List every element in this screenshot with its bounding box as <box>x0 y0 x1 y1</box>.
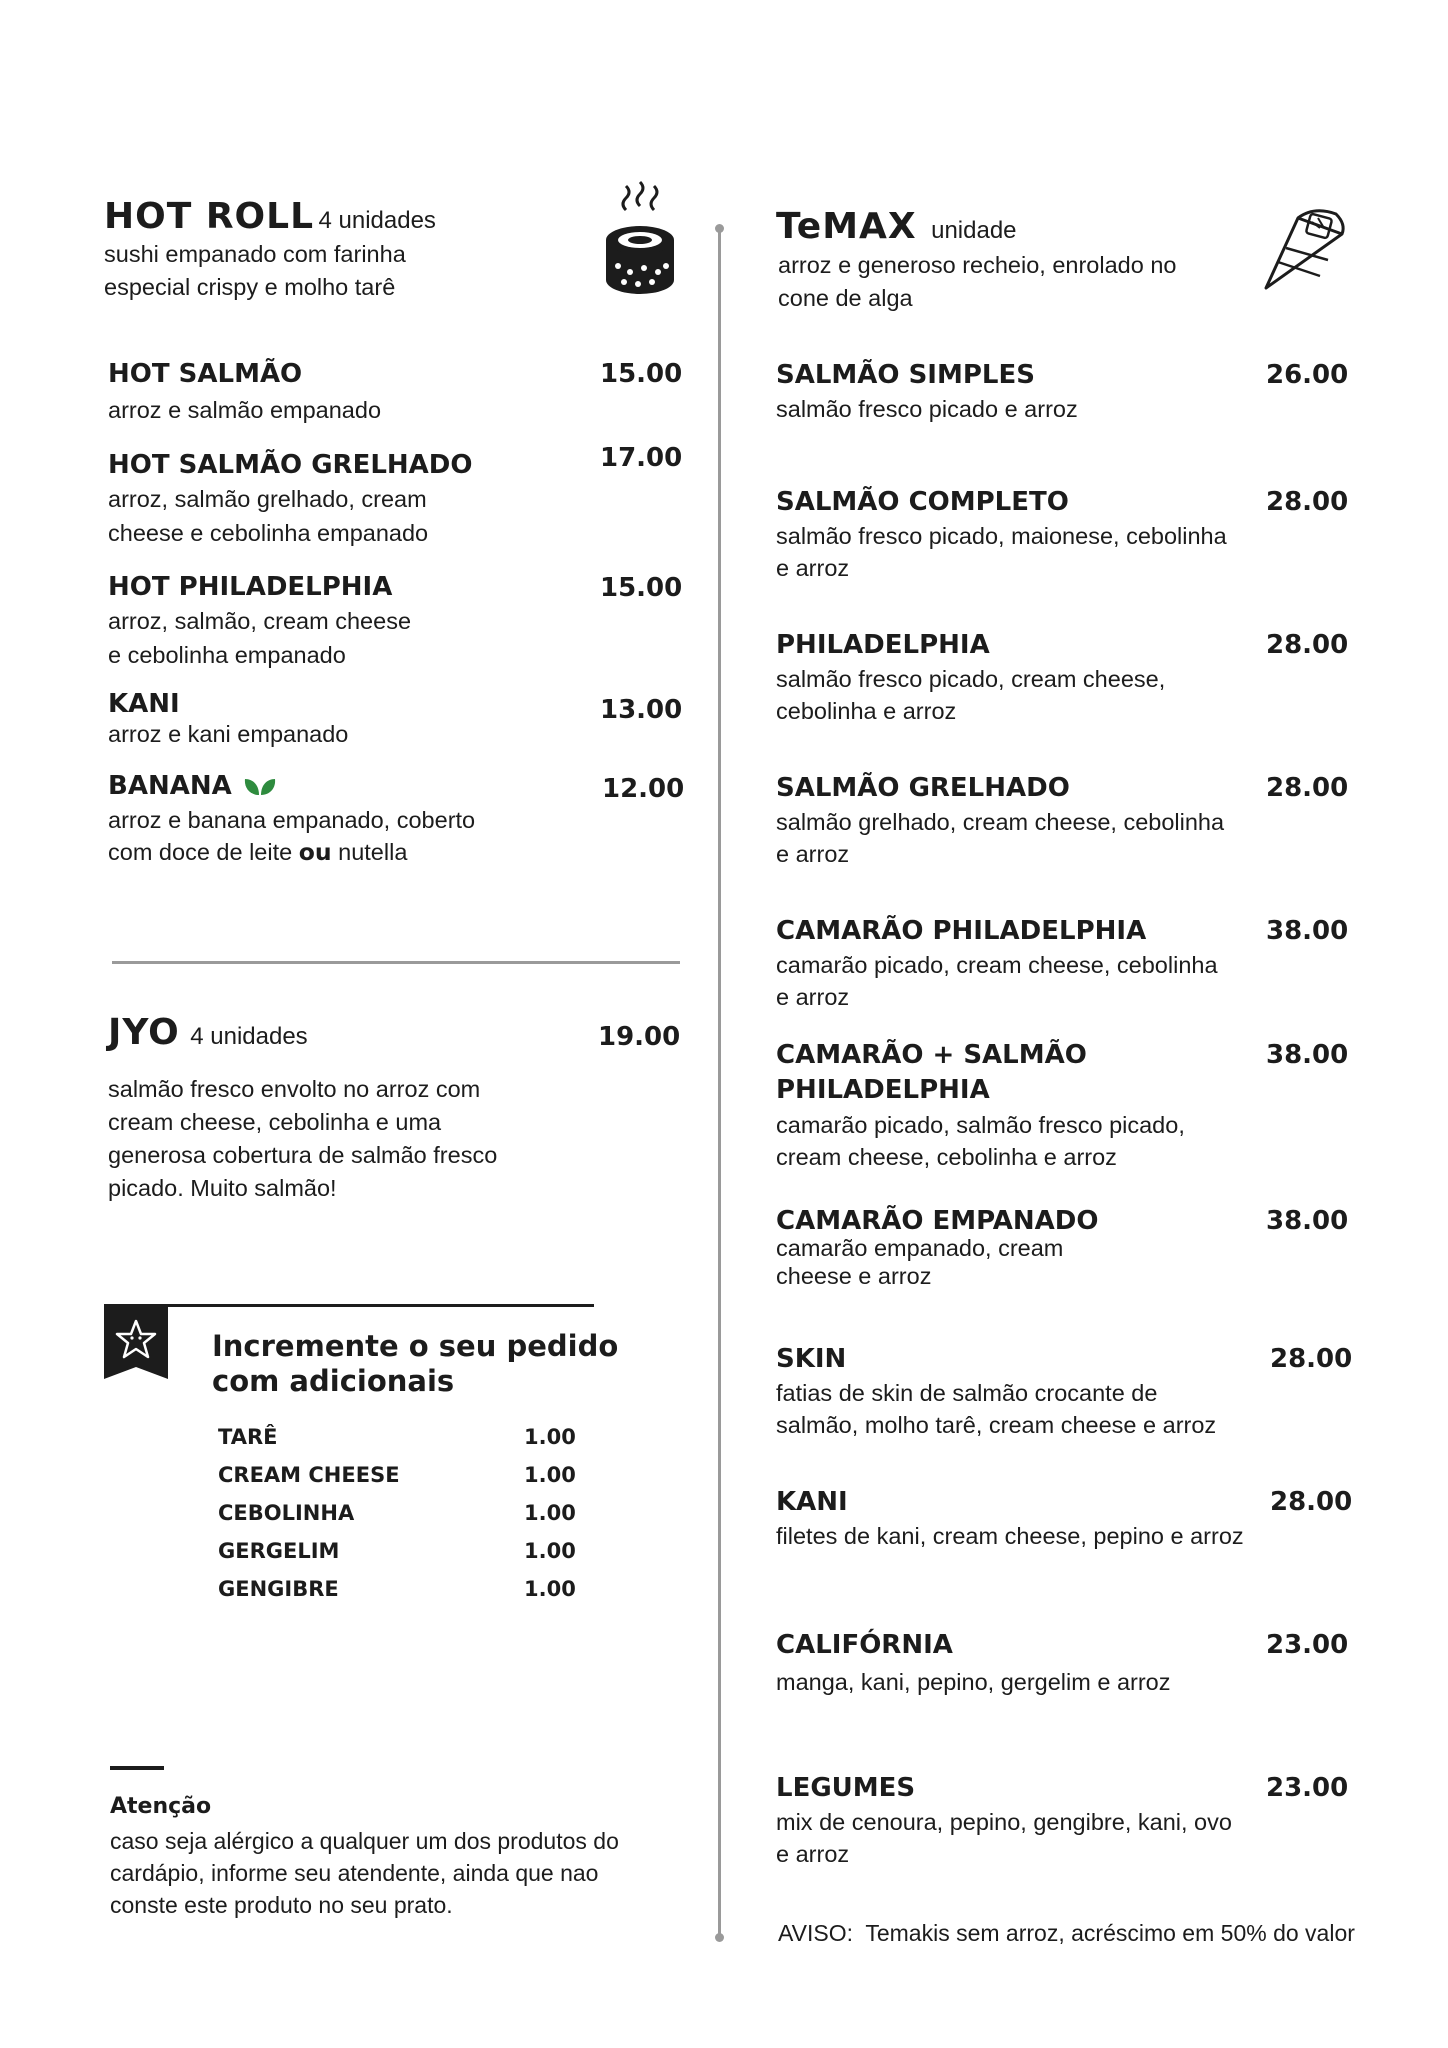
hot-item-2-desc-1: arroz, salmão, cream cheese <box>108 608 412 634</box>
hot-roll-desc-2: especial crispy e molho tarê <box>104 274 396 300</box>
leaf-icon <box>242 775 278 804</box>
jyo-desc-3: picado. Muito salmão! <box>108 1175 337 1201</box>
hot-roll-title: HOT ROLL <box>104 196 315 237</box>
star-icon <box>104 1307 168 1379</box>
adicional-1-price: 1.00 <box>524 1463 576 1487</box>
hot-item-4-desc-2 <box>108 836 407 869</box>
hot-item-0-desc: arroz e salmão empanado <box>108 397 382 423</box>
temax-item-3-desc-2: e arroz <box>776 841 850 867</box>
temax-item-6-price: 38.00 <box>1266 1206 1349 1236</box>
temax-item-6-desc-1: camarão empanado, cream <box>776 1235 1064 1261</box>
temax-item-4-name: CAMARÃO PHILADELPHIA <box>776 916 1147 946</box>
temax-item-7-desc-1: fatias de skin de salmão crocante de <box>776 1380 1158 1406</box>
hot-item-1-desc-2: cheese e cebolinha empanado <box>108 520 429 546</box>
temax-item-10-desc-1: mix de cenoura, pepino, gengibre, kani, ovo <box>776 1809 1232 1835</box>
separator-dot-bottom <box>715 1933 724 1942</box>
temax-item-5-name: CAMARÃO + SALMÃO <box>776 1040 1087 1070</box>
temax-item-4-price: 38.00 <box>1266 916 1349 946</box>
temax-item-4-desc-1: camarão picado, cream cheese, cebolinha <box>776 952 1218 978</box>
temax-item-1-price: 28.00 <box>1266 487 1349 517</box>
temax-item-9-name: CALIFÓRNIA <box>776 1630 953 1660</box>
hot-item-4-name-row <box>108 769 278 804</box>
hot-item-2-price: 15.00 <box>600 573 683 603</box>
hot-item-4-desc-2-post: nutella <box>331 839 408 865</box>
temax-item-8-price: 28.00 <box>1270 1487 1353 1517</box>
temax-item-0-name: SALMÃO SIMPLES <box>776 360 1035 390</box>
adicional-3-price: 1.00 <box>524 1539 576 1563</box>
temax-item-0-desc: salmão fresco picado e arroz <box>776 396 1078 422</box>
jyo-header <box>108 1012 308 1053</box>
jyo-desc-0: salmão fresco envolto no arroz com <box>108 1076 481 1102</box>
column-separator <box>718 228 721 1938</box>
hot-item-4-name: BANANA <box>108 771 232 801</box>
temax-title: TeMAX <box>776 206 917 247</box>
hot-item-3-name: KANI <box>108 689 180 719</box>
hot-item-4-desc-2-pre: com doce de leite <box>108 839 299 865</box>
adicionais-title-1: Incremente o seu pedido <box>212 1329 619 1363</box>
jyo-price: 19.00 <box>598 1022 681 1052</box>
temax-item-9-price: 23.00 <box>1266 1630 1349 1660</box>
temax-item-8-name: KANI <box>776 1487 848 1517</box>
adicional-2-price: 1.00 <box>524 1501 576 1525</box>
hot-item-4-desc-1: arroz e banana empanado, coberto <box>108 807 476 833</box>
sushi-roll-icon <box>600 180 680 300</box>
jyo-desc-1: cream cheese, cebolinha e uma <box>108 1109 442 1135</box>
temax-item-8-desc: filetes de kani, cream cheese, pepino e arroz <box>776 1523 1244 1549</box>
temax-item-5-desc-2: cream cheese, cebolinha e arroz <box>776 1144 1117 1170</box>
temax-item-9-desc: manga, kani, pepino, gergelim e arroz <box>776 1669 1171 1695</box>
temax-qty: unidade <box>931 217 1017 244</box>
hot-item-3-price: 13.00 <box>600 695 683 725</box>
temax-item-7-name: SKIN <box>776 1344 847 1374</box>
hot-item-1-name: HOT SALMÃO GRELHADO <box>108 450 473 480</box>
hot-roll-header <box>104 196 436 237</box>
adicional-0-price: 1.00 <box>524 1425 576 1449</box>
temax-item-2-name: PHILADELPHIA <box>776 630 990 660</box>
adicional-2-name: CEBOLINHA <box>218 1501 355 1525</box>
separator-dot-top <box>715 224 724 233</box>
hot-roll-desc-1: sushi empanado com farinha <box>104 241 406 267</box>
hot-item-1-price: 17.00 <box>600 443 683 473</box>
temax-desc-1: arroz e generoso recheio, enrolado no <box>778 252 1177 278</box>
jyo-title: JYO <box>108 1012 180 1053</box>
temax-item-7-desc-2: salmão, molho tarê, cream cheese e arroz <box>776 1412 1217 1438</box>
temaki-icon <box>1258 204 1350 296</box>
temax-item-5-name-2: PHILADELPHIA <box>776 1075 990 1105</box>
hot-item-0-price: 15.00 <box>600 359 683 389</box>
temax-item-0-price: 26.00 <box>1266 360 1349 390</box>
temax-header <box>776 206 1017 247</box>
atencao-line-2: conste este produto no seu prato. <box>110 1892 453 1918</box>
temax-item-5-price: 38.00 <box>1266 1040 1349 1070</box>
hot-item-4-desc-2-bold: ou <box>298 838 332 866</box>
atencao-rule <box>110 1766 164 1770</box>
temax-item-1-desc-1: salmão fresco picado, maionese, cebolinha <box>776 523 1227 549</box>
section-divider <box>112 961 680 964</box>
hot-item-4-price: 12.00 <box>602 774 685 804</box>
temax-item-6-desc-2: cheese e arroz <box>776 1263 932 1289</box>
temax-item-7-price: 28.00 <box>1270 1344 1353 1374</box>
hot-item-0-name: HOT SALMÃO <box>108 359 303 389</box>
atencao-title: Atenção <box>110 1794 212 1819</box>
adicional-1-name: CREAM CHEESE <box>218 1463 400 1487</box>
hot-item-2-name: HOT PHILADELPHIA <box>108 572 393 602</box>
temax-item-1-name: SALMÃO COMPLETO <box>776 487 1069 517</box>
temax-item-3-name: SALMÃO GRELHADO <box>776 773 1070 803</box>
temax-item-2-desc-2: cebolinha e arroz <box>776 698 957 724</box>
hot-item-2-desc-2: e cebolinha empanado <box>108 642 346 668</box>
temax-item-10-price: 23.00 <box>1266 1773 1349 1803</box>
temax-item-10-name: LEGUMES <box>776 1773 916 1803</box>
temax-item-2-price: 28.00 <box>1266 630 1349 660</box>
temax-desc-2: cone de alga <box>778 285 913 311</box>
adicional-0-name: TARÊ <box>218 1425 278 1449</box>
atencao-line-1: cardápio, informe seu atendente, ainda que nao <box>110 1860 599 1886</box>
temax-item-3-desc-1: salmão grelhado, cream cheese, cebolinha <box>776 809 1225 835</box>
adicionais-top-rule <box>104 1304 594 1307</box>
adicional-4-price: 1.00 <box>524 1577 576 1601</box>
adicionais-title-2: com adicionais <box>212 1364 455 1398</box>
hot-roll-qty: 4 unidades <box>318 207 436 234</box>
temax-item-1-desc-2: e arroz <box>776 555 850 581</box>
temax-item-4-desc-2: e arroz <box>776 984 850 1010</box>
jyo-qty: 4 unidades <box>190 1023 308 1050</box>
adicional-4-name: GENGIBRE <box>218 1577 339 1601</box>
temax-item-2-desc-1: salmão fresco picado, cream cheese, <box>776 666 1166 692</box>
temax-item-3-price: 28.00 <box>1266 773 1349 803</box>
temax-item-5-desc-1: camarão picado, salmão fresco picado, <box>776 1112 1185 1138</box>
adicional-3-name: GERGELIM <box>218 1539 340 1563</box>
hot-item-1-desc-1: arroz, salmão grelhado, cream <box>108 486 427 512</box>
temax-item-6-name: CAMARÃO EMPANADO <box>776 1206 1099 1236</box>
hot-item-3-desc: arroz e kani empanado <box>108 721 349 747</box>
jyo-desc-2: generosa cobertura de salmão fresco <box>108 1142 498 1168</box>
temax-item-10-desc-2: e arroz <box>776 1841 850 1867</box>
aviso-note: AVISO: Temakis sem arroz, acréscimo em 50% do valor <box>778 1920 1355 1946</box>
atencao-line-0: caso seja alérgico a qualquer um dos produtos do <box>110 1828 619 1854</box>
